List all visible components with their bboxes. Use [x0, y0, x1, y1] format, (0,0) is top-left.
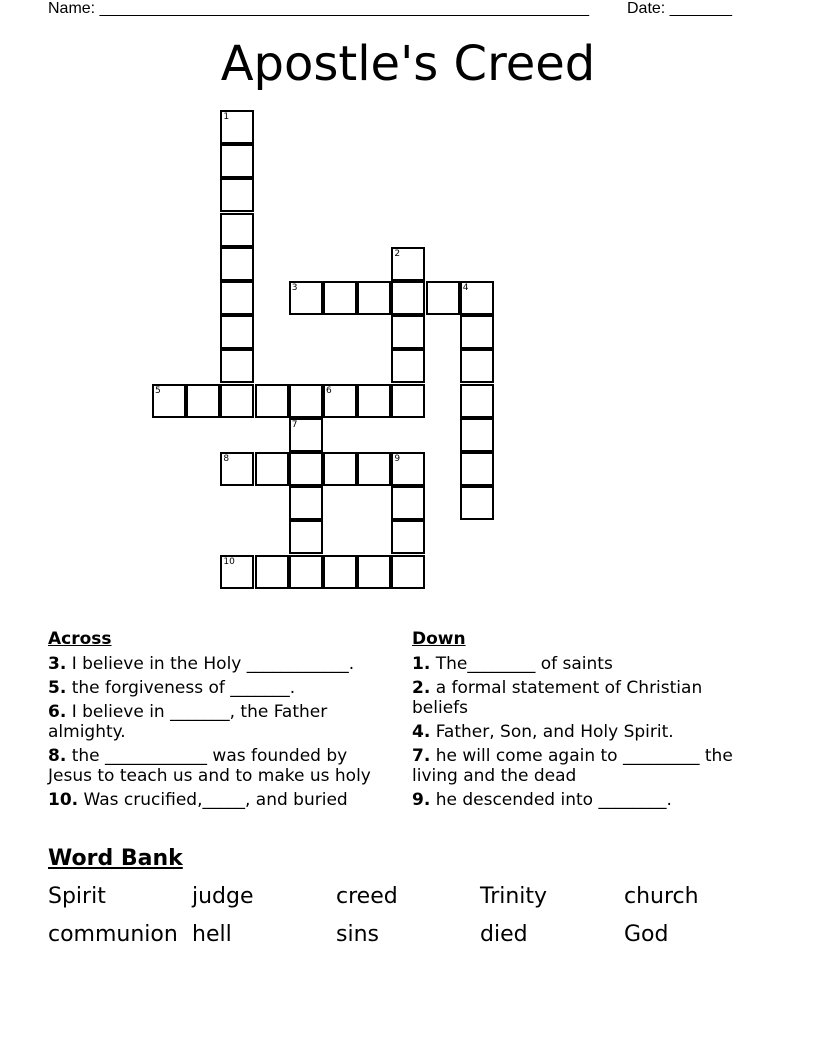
crossword-cell[interactable]	[460, 384, 494, 418]
crossword-cell[interactable]	[460, 486, 494, 520]
word-bank-word: judge	[192, 884, 254, 909]
crossword-cell[interactable]	[357, 555, 391, 589]
clue-text: the ____________ was founded by Jesus to teach us and to make us holy	[48, 746, 371, 786]
crossword-cell[interactable]	[220, 178, 254, 212]
clue-number-label: 5	[155, 385, 161, 396]
crossword-cell[interactable]	[323, 384, 357, 418]
clue-number: 2.	[412, 678, 431, 698]
crossword-cell[interactable]	[357, 384, 391, 418]
across-clue-10	[48, 790, 393, 810]
crossword-cell[interactable]	[460, 452, 494, 486]
across-clues	[48, 628, 393, 814]
down-clue-7	[412, 746, 742, 786]
crossword-cell[interactable]	[391, 315, 425, 349]
name-field-label: Name: _______________________________________________________	[48, 0, 589, 17]
crossword-cell[interactable]	[391, 349, 425, 383]
word-bank-word: church	[624, 884, 699, 909]
crossword-cell[interactable]	[357, 281, 391, 315]
crossword-cell[interactable]	[255, 555, 289, 589]
crossword-cell[interactable]	[289, 520, 323, 554]
crossword-cell[interactable]	[391, 384, 425, 418]
clue-number-label: 3	[291, 283, 298, 293]
crossword-cell[interactable]	[220, 144, 254, 178]
clue-number: 10.	[48, 790, 79, 810]
clue-number-label: 4	[462, 283, 469, 293]
page-title: Apostle's Creed	[220, 36, 596, 92]
down-clue-1	[412, 654, 742, 674]
clue-number-label: 2	[394, 248, 401, 259]
clue-number: 7.	[412, 746, 431, 766]
crossword-cell[interactable]	[391, 520, 425, 554]
crossword-cell[interactable]	[220, 555, 254, 589]
date-field-label: Date: _______	[627, 0, 732, 17]
crossword-cell[interactable]	[391, 247, 425, 281]
clue-text: Father, Son, and Holy Spirit.	[435, 722, 674, 742]
clue-number: 9.	[412, 790, 431, 810]
word-bank-word: hell	[192, 922, 232, 947]
crossword-cell[interactable]	[289, 384, 323, 418]
crossword-cell[interactable]	[391, 281, 425, 315]
crossword-cell[interactable]	[289, 555, 323, 589]
across-clue-6	[48, 702, 393, 742]
crossword-cell[interactable]	[391, 555, 425, 589]
crossword-cell[interactable]	[391, 486, 425, 520]
crossword-cell[interactable]	[255, 384, 289, 418]
crossword-cell[interactable]	[289, 486, 323, 520]
clue-number: 4.	[412, 722, 431, 742]
crossword-cell[interactable]	[460, 349, 494, 383]
crossword-cell[interactable]	[220, 247, 254, 281]
word-bank-word: Spirit	[48, 884, 106, 909]
crossword-cell[interactable]	[323, 452, 357, 486]
crossword-cell[interactable]	[186, 384, 220, 418]
crossword-cell[interactable]	[357, 452, 391, 486]
clue-text: a formal statement of Christian beliefs	[412, 678, 703, 718]
clue-number-label: 10	[223, 556, 235, 567]
clue-number-label: 1	[223, 112, 230, 122]
down-clue-4	[412, 722, 742, 742]
clue-number-label: 9	[394, 454, 401, 464]
crossword-cell[interactable]	[289, 418, 323, 452]
clue-text: The________ of saints	[435, 654, 613, 674]
across-clue-3	[48, 654, 393, 674]
crossword-cell[interactable]	[426, 281, 460, 315]
crossword-cell[interactable]	[460, 281, 494, 315]
across-clue-8	[48, 746, 393, 786]
across-clue-5	[48, 678, 393, 698]
clue-number: 1.	[412, 654, 431, 674]
clue-number: 8.	[48, 746, 67, 766]
word-bank-word: God	[624, 922, 669, 947]
down-clue-2	[412, 678, 742, 718]
clue-number-label: 6	[326, 385, 332, 396]
down-clues	[412, 628, 742, 814]
word-bank-heading: Word Bank	[48, 846, 183, 871]
crossword-cell[interactable]	[220, 315, 254, 349]
clue-number: 3.	[48, 654, 67, 674]
crossword-cell[interactable]	[220, 349, 254, 383]
clue-text: I believe in _______, the Father almighty.	[48, 702, 328, 742]
clue-text: he will come again to _________ the living and the dead	[412, 746, 733, 786]
clue-number-label: 7	[291, 419, 298, 430]
crossword-cell[interactable]	[391, 452, 425, 486]
crossword-cell[interactable]	[460, 418, 494, 452]
clue-text: he descended into ________.	[435, 790, 672, 810]
word-bank-word: died	[480, 922, 528, 947]
crossword-cell[interactable]	[289, 281, 323, 315]
clue-text: Was crucified,_____, and buried	[83, 790, 348, 810]
crossword-cell[interactable]	[255, 452, 289, 486]
crossword-cell[interactable]	[220, 384, 254, 418]
clue-text: the forgiveness of _______.	[71, 678, 296, 698]
down-heading: Down	[412, 629, 466, 649]
word-bank-word: creed	[336, 884, 398, 909]
crossword-cell[interactable]	[220, 281, 254, 315]
crossword-cell[interactable]	[460, 315, 494, 349]
crossword-cell[interactable]	[152, 384, 186, 418]
down-clue-9	[412, 790, 742, 810]
word-bank-word: sins	[336, 922, 379, 947]
clue-text: I believe in the Holy ____________.	[71, 654, 355, 674]
word-bank-word: communion	[48, 922, 178, 947]
crossword-cell[interactable]	[220, 452, 254, 486]
clue-number: 5.	[48, 678, 67, 698]
across-heading: Across	[48, 629, 112, 649]
clue-number: 6.	[48, 702, 67, 722]
crossword-cell[interactable]	[220, 110, 254, 144]
crossword-cell[interactable]	[323, 555, 357, 589]
crossword-cell[interactable]	[220, 213, 254, 247]
crossword-cell[interactable]	[323, 281, 357, 315]
crossword-cell[interactable]	[289, 452, 323, 486]
word-bank-word: Trinity	[480, 884, 548, 909]
clue-number-label: 8	[223, 454, 230, 464]
